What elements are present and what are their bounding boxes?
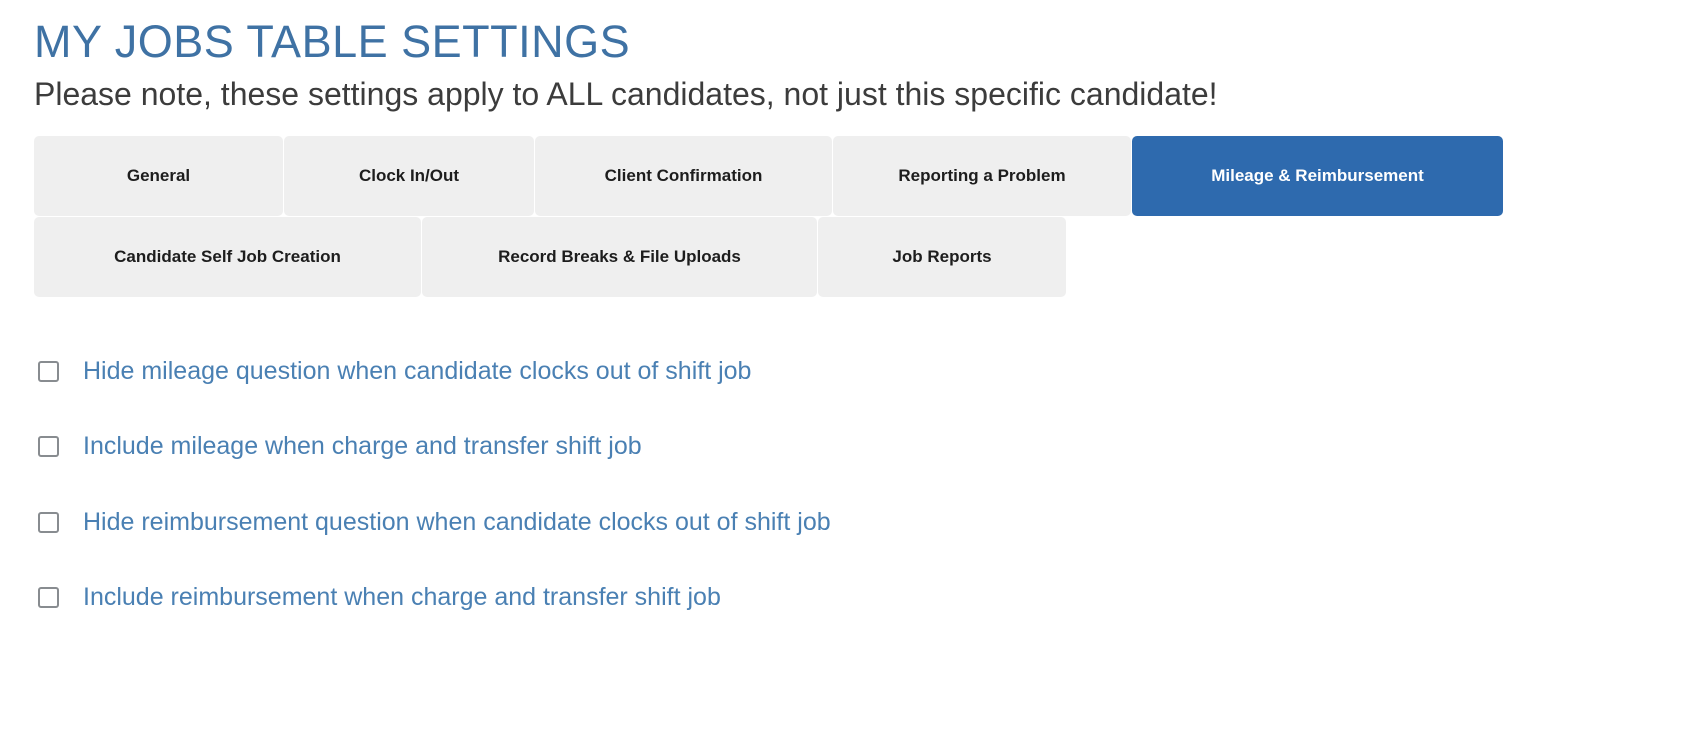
page-title: MY JOBS TABLE SETTINGS	[34, 16, 631, 67]
hide-reimbursement-question-label[interactable]: Hide reimbursement question when candidate clocks out of shift job	[83, 507, 831, 536]
tab-job-reports[interactable]: Job Reports	[818, 217, 1066, 297]
list-item	[34, 433, 1658, 461]
list-item	[34, 358, 1658, 386]
tab-client-confirmation[interactable]: Client Confirmation	[535, 136, 832, 216]
tab-record-breaks-and-file-uploads[interactable]: Record Breaks & File Uploads	[422, 217, 817, 297]
hide-mileage-question-checkbox[interactable]	[38, 361, 59, 382]
tab-candidate-self-job-creation[interactable]: Candidate Self Job Creation	[34, 217, 421, 297]
hide-mileage-question-label[interactable]: Hide mileage question when candidate clocks out of shift job	[83, 356, 752, 385]
tab-reporting-a-problem[interactable]: Reporting a Problem	[833, 136, 1131, 216]
tab-mileage-and-reimbursement[interactable]: Mileage & Reimbursement	[1132, 136, 1503, 216]
hide-reimbursement-question-checkbox[interactable]	[38, 512, 59, 533]
include-mileage-charge-transfer-checkbox[interactable]	[38, 436, 59, 457]
list-item	[34, 584, 1658, 612]
list-item	[34, 509, 1658, 537]
include-reimbursement-charge-transfer-checkbox[interactable]	[38, 587, 59, 608]
mileage-reimbursement-options	[34, 358, 1658, 612]
include-mileage-charge-transfer-label[interactable]: Include mileage when charge and transfer shift job	[83, 432, 642, 461]
tab-clock-in-out[interactable]: Clock In/Out	[284, 136, 534, 216]
page-subtitle: Please note, these settings apply to ALL candidates, not just this specific candidate!	[34, 76, 1218, 113]
include-reimbursement-charge-transfer-label[interactable]: Include reimbursement when charge and transfer shift job	[83, 583, 721, 612]
tab-general[interactable]: General	[34, 136, 283, 216]
settings-tabs	[34, 136, 1658, 298]
